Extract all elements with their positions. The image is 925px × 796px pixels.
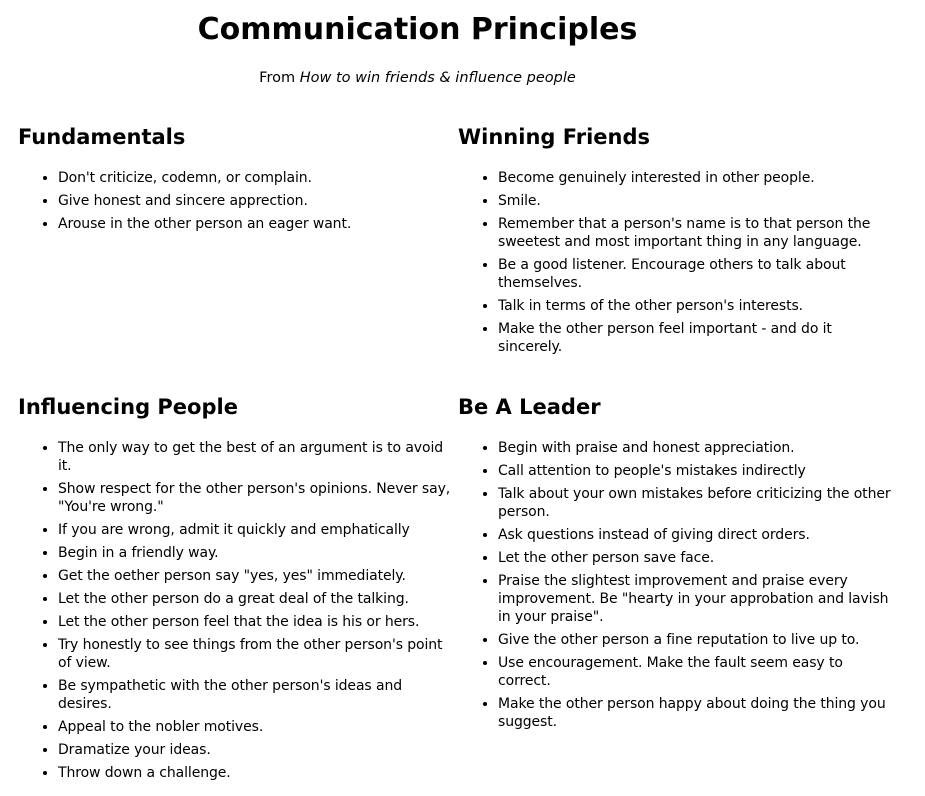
list-item: • Smile. <box>498 192 898 210</box>
list-item: • Begin with praise and honest appreciation. <box>498 439 898 457</box>
list-item: • Show respect for the other person's opinions. Never say, "You're wrong." <box>58 480 458 516</box>
principle-list-fundamentals <box>18 169 458 233</box>
list-item: • Call attention to people's mistakes indirectly <box>498 462 898 480</box>
page-subtitle <box>0 68 835 88</box>
book-title: How to win friends & influence people <box>299 70 576 86</box>
list-item: • Talk in terms of the other person's interests. <box>498 297 898 315</box>
list-item: • Try honestly to see things from the other person's point of view. <box>58 636 458 672</box>
list-item: • Dramatize your ideas. <box>58 741 458 759</box>
list-item: • Begin in a friendly way. <box>58 544 458 562</box>
list-item: • Ask questions instead of giving direct orders. <box>498 526 898 544</box>
list-item: • Appeal to the nobler motives. <box>58 718 458 736</box>
list-item: • Let the other person feel that the idea is his or hers. <box>58 613 458 631</box>
section-heading-be-a-leader: Be A Leader <box>458 395 601 419</box>
list-item: • Give honest and sincere apprection. <box>58 192 458 210</box>
page-title: Communication Principles <box>197 12 638 47</box>
list-item: • Be a good listener. Encourage others to talk about themselves. <box>498 256 898 292</box>
list-item: • Make the other person happy about doing the thing you suggest. <box>498 695 898 731</box>
section-heading-winning-friends: Winning Friends <box>458 125 651 149</box>
list-item: • Praise the slightest improvement and praise every improvement. Be "hearty in your approbation and lavish in your praise". <box>498 572 898 626</box>
list-item: • Let the other person save face. <box>498 549 898 567</box>
list-item: • Talk about your own mistakes before criticizing the other person. <box>498 485 898 521</box>
list-item: • Be sympathetic with the other person's ideas and desires. <box>58 677 458 713</box>
list-item: • Remember that a person's name is to that person the sweetest and most important thing in any language. <box>498 215 898 251</box>
section-heading-fundamentals: Fundamentals <box>18 125 186 149</box>
principle-list-winning-friends <box>458 169 898 356</box>
list-item: • Let the other person do a great deal of the talking. <box>58 590 458 608</box>
list-item: • Don't criticize, codemn, or complain. <box>58 169 458 187</box>
principle-list-influencing-people <box>18 439 458 782</box>
list-item: • Give the other person a fine reputation to live up to. <box>498 631 898 649</box>
section-heading-influencing-people: Influencing People <box>18 395 238 419</box>
subtitle-prefix: From <box>259 70 300 86</box>
list-item: • Make the other person feel important - and do it sincerely. <box>498 320 898 356</box>
list-item: • Get the oether person say "yes, yes" immediately. <box>58 567 458 585</box>
section-winning-friends <box>458 122 898 361</box>
list-item: • Become genuinely interested in other people. <box>498 169 898 187</box>
section-influencing-people <box>18 392 458 787</box>
list-item: • Arouse in the other person an eager want. <box>58 215 458 233</box>
section-be-a-leader <box>458 392 898 736</box>
list-item: • Throw down a challenge. <box>58 764 458 782</box>
list-item: • If you are wrong, admit it quickly and emphatically <box>58 521 458 539</box>
section-fundamentals <box>18 122 458 238</box>
list-item: • Use encouragement. Make the fault seem easy to correct. <box>498 654 898 690</box>
principle-list-be-a-leader <box>458 439 898 731</box>
list-item: • The only way to get the best of an argument is to avoid it. <box>58 439 458 475</box>
